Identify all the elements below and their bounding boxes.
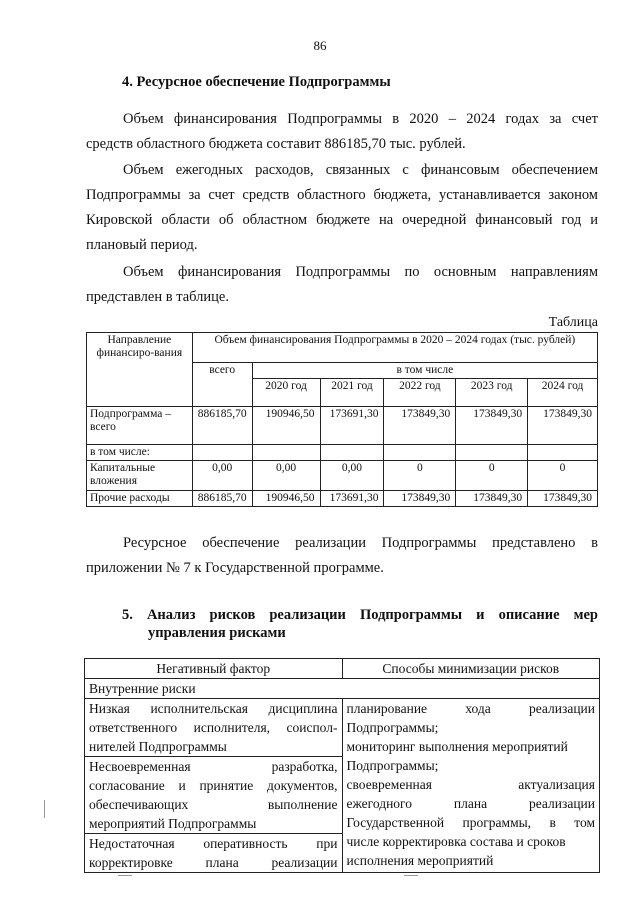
text-line: Подпрограммы; [346, 758, 439, 773]
text-line: Ресурсное обеспечение реализации Подпрограммы представлено в [123, 535, 598, 551]
cell-value: 0,00 [252, 461, 320, 491]
text-line: исполнения мероприятий [346, 853, 494, 868]
text-line: своевременная актуализация [346, 777, 595, 792]
text-line: согласование и принятие документов, [89, 778, 338, 793]
text-line: Недостаточная оперативность при [89, 836, 338, 851]
section5-heading-line2: управления рисками [148, 625, 286, 641]
text-line: обеспечивающих выполнение [89, 797, 338, 812]
text-line: планирование хода реализации [346, 701, 595, 716]
text-line: Кировской области об областном бюджете на очередной финансовый год и [86, 212, 598, 228]
row-label: Прочие расходы [87, 491, 193, 507]
scan-mark [118, 875, 132, 876]
text-line: мониторинг выполнения мероприятий [346, 739, 568, 754]
table-row-subprogram [87, 407, 598, 445]
cell-value: 173849,30 [384, 407, 456, 445]
scan-mark [404, 875, 418, 876]
risks-table [84, 658, 600, 873]
cell-value: 190946,50 [252, 407, 320, 445]
col-header-direction: Направление финансиро-вания [87, 333, 193, 407]
col-header-year: 2020 год [252, 379, 320, 407]
text-line: ответственного исполнителя, соиспол- [89, 720, 338, 735]
cell-value: 173691,30 [320, 491, 384, 507]
text-line: Несвоевременная разработка, [89, 759, 338, 774]
col-header-year: 2022 год [384, 379, 456, 407]
cell-value: 190946,50 [252, 491, 320, 507]
section4-heading: 4. Ресурсное обеспечение Подпрограммы [122, 74, 391, 90]
cell-value: 173691,30 [320, 407, 384, 445]
col-header-year: 2021 год [320, 379, 384, 407]
text-line: Объем финансирования Подпрограммы в 2020 – 2024 годах за счет [123, 111, 598, 127]
text-line: мероприятий Подпрограммы [89, 816, 257, 831]
row-label: в том числе: [87, 445, 193, 461]
col-header-methods: Способы минимизации рисков [342, 659, 600, 679]
col-header-factor: Негативный фактор [85, 659, 343, 679]
risk-methods [342, 699, 600, 873]
row-label: Капитальные вложения [87, 461, 193, 491]
paragraph-funding-total [86, 107, 598, 157]
text-line: представлен в таблице. [86, 289, 229, 305]
cell-value: 173849,30 [528, 407, 598, 445]
text-line: Низкая исполнительская дисциплина [89, 701, 338, 716]
risk-factor-discipline [85, 699, 343, 757]
risk-factor-untimely-docs [85, 757, 343, 834]
paragraph-directions [86, 260, 598, 310]
text-line: Объем финансирования Подпрограммы по основным направлениям [123, 264, 598, 280]
cell-value: 173849,30 [456, 407, 528, 445]
cell-value: 0 [456, 461, 528, 491]
text-line: Государственной программы, в том [346, 815, 595, 830]
cell-value: 886185,70 [192, 407, 252, 445]
table-row-other [87, 491, 598, 507]
text-line: ежегодного плана реализации [346, 796, 595, 811]
cell-value: 0,00 [320, 461, 384, 491]
group-internal-risks: Внутренние риски [85, 679, 600, 699]
text-line: Подпрограммы за счет средств областного бюджета, устанавливается законом [86, 187, 598, 203]
text-line: Подпрограммы; [346, 720, 439, 735]
text-line: средств областного бюджета составит 886185,70 тыс. рублей. [86, 136, 466, 152]
risk-factor-efficiency [85, 834, 343, 873]
text-line: плановый период. [86, 237, 198, 253]
col-header-volume: Объем финансирования Подпрограммы в 2020 – 2024 годах (тыс. рублей) [192, 333, 597, 363]
col-header-including: в том числе [252, 363, 597, 379]
text-line: Объем ежегодных расходов, связанных с финансовым обеспечением [123, 162, 598, 178]
table-row-including [87, 445, 598, 461]
text-line: числе корректировка состава и сроков [346, 834, 566, 849]
paragraph-annual-expenses [86, 158, 598, 258]
scan-mark [44, 800, 45, 818]
page-number: 86 [313, 38, 327, 53]
cell-value: 173849,30 [456, 491, 528, 507]
table-row-capital [87, 461, 598, 491]
row-label: Подпрограмма – всего [87, 407, 193, 445]
cell-value: 173849,30 [528, 491, 598, 507]
col-header-year: 2024 год [528, 379, 598, 407]
section5-heading-line1: 5. Анализ рисков реализации Подпрограммы и описание мер [122, 607, 598, 623]
cell-value: 886185,70 [192, 491, 252, 507]
text-line: нителей Подпрограммы [89, 739, 227, 754]
text-line: корректировке плана реализации [89, 855, 338, 870]
col-header-year: 2023 год [456, 379, 528, 407]
cell-value: 0 [384, 461, 456, 491]
cell-value: 0 [528, 461, 598, 491]
table-caption: Таблица [548, 315, 598, 330]
paragraph-resource-appendix [86, 531, 598, 581]
cell-value: 0,00 [192, 461, 252, 491]
funding-table [86, 332, 598, 507]
text-line: приложении № 7 к Государственной программе. [86, 560, 384, 576]
col-header-total: всего [192, 363, 252, 407]
cell-value: 173849,30 [384, 491, 456, 507]
